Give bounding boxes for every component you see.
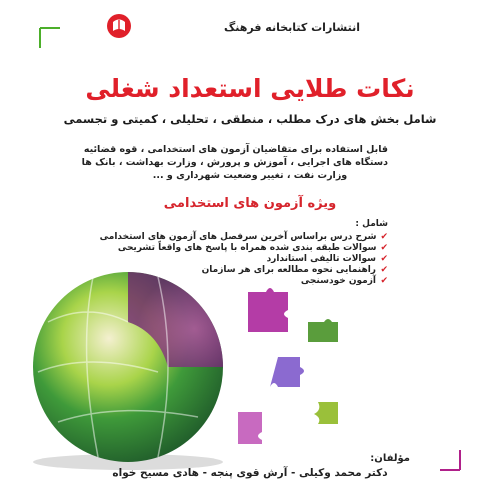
includes-label: شامل : — [355, 219, 388, 229]
special-label: ویژه آزمون های استخدامی — [163, 196, 337, 211]
description-line: قابل استفاده برای متقاضیان آزمون های استخدامی ، قوه قضائیه — [83, 144, 388, 155]
authors-label: مؤلفان: — [370, 453, 410, 464]
check-bullet-icon: ✔ — [380, 242, 388, 253]
frame-top-left-corner — [40, 28, 60, 48]
publisher-logo-icon — [106, 13, 132, 39]
book-subtitle: شامل بخش های درک مطلب ، منطقی ، تحلیلی ، کمیتی و تجسمی — [63, 112, 437, 126]
list-item-text: آزمون خودسنجی — [300, 275, 376, 286]
puzzle-globe-illustration — [18, 262, 358, 472]
list-item-text: راهنمایی نحوه مطالعه برای هر سازمان — [201, 264, 376, 275]
list-item-text: سوالات تالیفی استاندارد — [266, 253, 376, 264]
list-item — [117, 242, 388, 253]
book-description — [81, 143, 388, 182]
check-bullet-icon: ✔ — [380, 264, 388, 275]
description-line: وزارت نفت ، تغییر وضعیت شهرداری و ... — [152, 170, 348, 181]
check-bullet-icon: ✔ — [380, 231, 388, 242]
check-bullet-icon: ✔ — [380, 253, 388, 264]
list-item — [99, 231, 388, 242]
authors-names: دکتر محمد وکیلی - آرش قوی پنجه - هادی مسیح خواه — [112, 467, 388, 479]
description-line: دستگاه های اجرایی ، آموزش و پرورش ، وزارت بهداشت ، بانک ها — [81, 157, 388, 168]
loose-puzzle-pieces — [238, 288, 338, 444]
list-item-text: شرح درس براساس آخرین سرفصل های آزمون های استخدامی — [99, 231, 377, 242]
check-bullet-icon: ✔ — [380, 275, 388, 286]
list-item-text: سوالات طبقه بندی شده همراه با پاسخ های واقعاً تشریحی — [117, 242, 377, 253]
publisher-name: انتشارات کتابخانه فرهنگ — [224, 21, 360, 34]
book-title: نکات طلایی استعداد شغلی — [85, 74, 415, 103]
